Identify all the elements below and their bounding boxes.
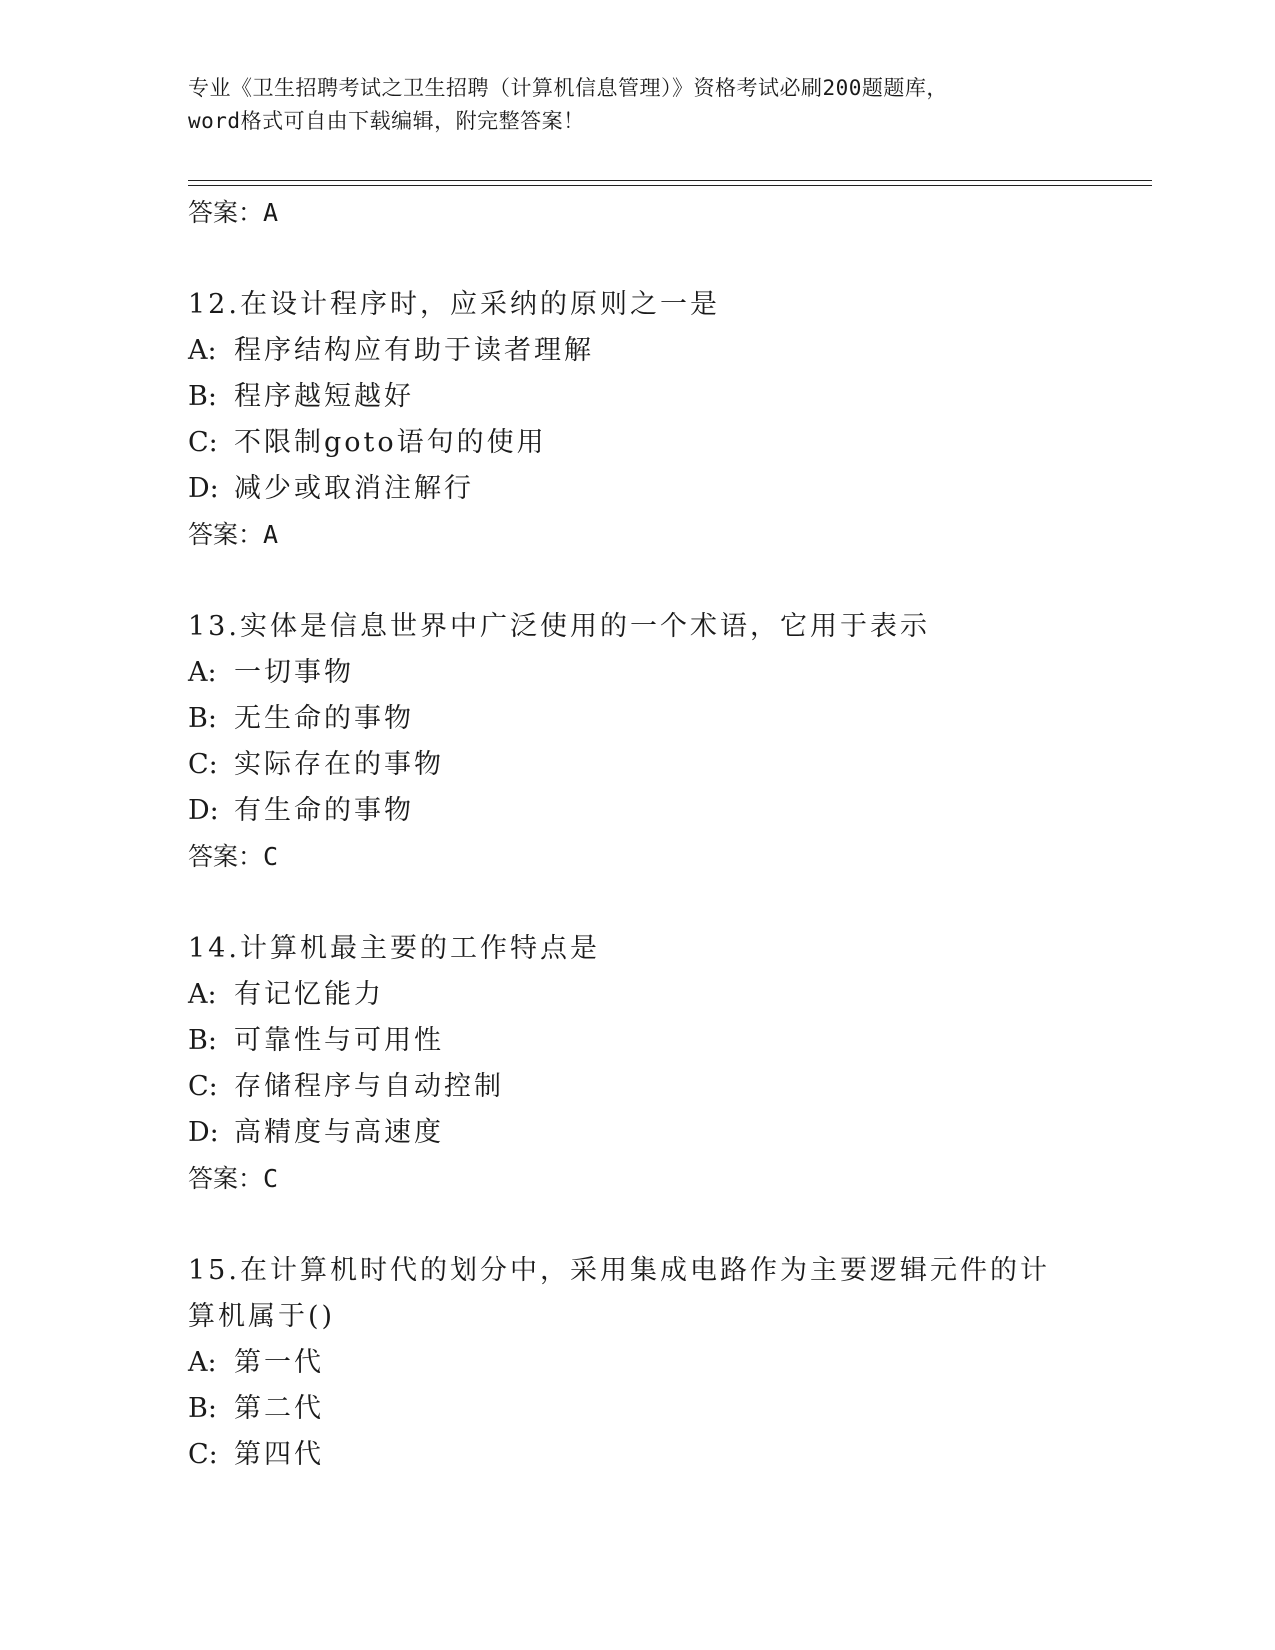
- option-text: 无生命的事物: [234, 703, 414, 734]
- answer-label: 答案：A: [188, 520, 279, 549]
- document-header: [188, 72, 1088, 138]
- option-text: 一切事物: [234, 657, 354, 688]
- option-key: C:: [188, 1071, 218, 1102]
- question-stem: 14.计算机最主要的工作特点是: [188, 933, 600, 964]
- question-12: [188, 282, 1088, 558]
- option-a: [188, 972, 1088, 1018]
- header-line-2: word格式可自由下载编辑，附完整答案！: [188, 109, 585, 133]
- option-key: A:: [188, 657, 217, 688]
- option-key: C:: [188, 749, 218, 780]
- answer-label: 答案：C: [188, 1164, 279, 1193]
- option-c: [188, 420, 1088, 466]
- option-text: 高精度与高速度: [234, 1117, 444, 1148]
- header-divider-bottom: [188, 185, 1152, 186]
- option-text: 实际存在的事物: [234, 749, 444, 780]
- answer-label: 答案：C: [188, 842, 279, 871]
- question-list: [188, 190, 1088, 1478]
- option-key: C:: [188, 427, 218, 458]
- option-key: B:: [188, 1393, 217, 1424]
- option-key: A:: [188, 979, 217, 1010]
- option-a: [188, 1340, 1088, 1386]
- option-text: 有生命的事物: [234, 795, 414, 826]
- option-key: C:: [188, 1439, 218, 1470]
- option-key: B:: [188, 381, 217, 412]
- option-text: 有记忆能力: [234, 979, 384, 1010]
- question-13: [188, 604, 1088, 880]
- option-text: 程序结构应有助于读者理解: [234, 335, 594, 366]
- answer-label: 答案：A: [188, 198, 279, 227]
- option-text: 第四代: [234, 1439, 324, 1470]
- option-a: [188, 328, 1088, 374]
- option-b: [188, 696, 1088, 742]
- option-key: A:: [188, 1347, 217, 1378]
- option-key: D:: [188, 795, 219, 826]
- option-text: 程序越短越好: [234, 381, 414, 412]
- question-stem: 15.在计算机时代的划分中，采用集成电路作为主要逻辑元件的计算机属于(): [188, 1255, 1050, 1332]
- question-stem: 13.实体是信息世界中广泛使用的一个术语，它用于表示: [188, 611, 930, 642]
- question-15: [188, 1248, 1088, 1478]
- option-c: [188, 742, 1088, 788]
- header-line-1: 专业《卫生招聘考试之卫生招聘（计算机信息管理）》资格考试必刷200题题库，: [188, 76, 948, 100]
- option-text: 第一代: [234, 1347, 324, 1378]
- option-text: 第二代: [234, 1393, 324, 1424]
- option-b: [188, 1018, 1088, 1064]
- option-text: 不限制goto语句的使用: [234, 427, 547, 458]
- option-c: [188, 1064, 1088, 1110]
- option-d: [188, 1110, 1088, 1156]
- header-divider-top: [188, 180, 1152, 181]
- option-text: 存储程序与自动控制: [234, 1071, 504, 1102]
- question-14: [188, 926, 1088, 1202]
- option-b: [188, 374, 1088, 420]
- option-key: B:: [188, 703, 217, 734]
- option-key: D:: [188, 473, 219, 504]
- option-text: 可靠性与可用性: [234, 1025, 444, 1056]
- option-text: 减少或取消注解行: [234, 473, 474, 504]
- option-a: [188, 650, 1088, 696]
- option-d: [188, 466, 1088, 512]
- option-key: D:: [188, 1117, 219, 1148]
- option-c: [188, 1432, 1088, 1478]
- question-stem: 12.在设计程序时，应采纳的原则之一是: [188, 289, 720, 320]
- option-d: [188, 788, 1088, 834]
- option-b: [188, 1386, 1088, 1432]
- option-key: B:: [188, 1025, 217, 1056]
- option-key: A:: [188, 335, 217, 366]
